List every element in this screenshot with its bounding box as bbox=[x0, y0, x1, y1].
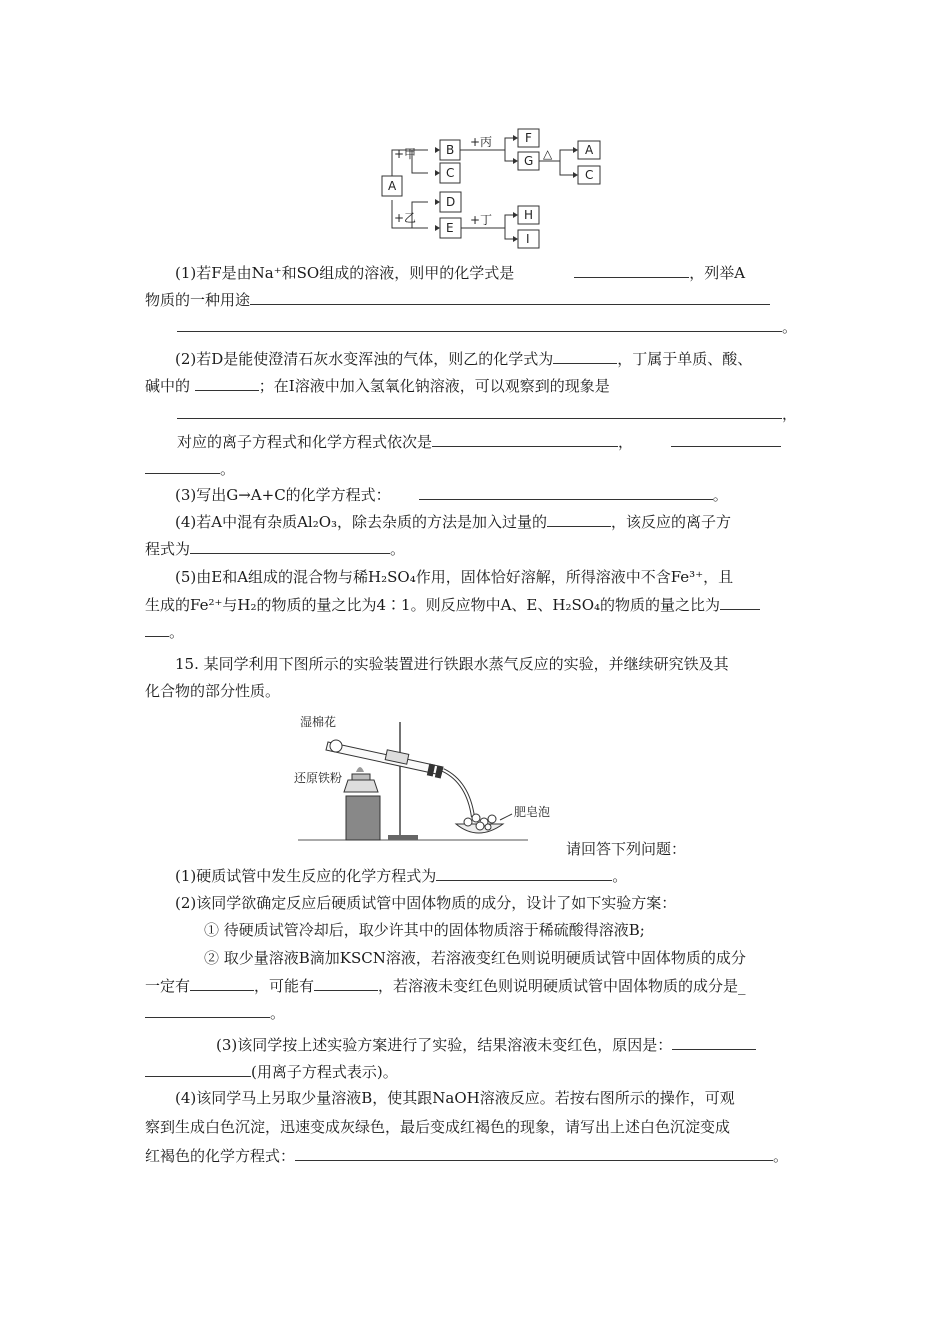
node-a2 bbox=[578, 141, 600, 159]
answer-blank[interactable] bbox=[436, 865, 612, 881]
reaction-flow-diagram bbox=[380, 128, 610, 250]
q15-part1: (1)硬质试管中发生反应的化学方程式为 。 bbox=[175, 867, 628, 885]
node-g bbox=[518, 152, 539, 170]
q14-part2-line2: 碱中的 ；在I溶液中加入氢氧化钠溶液，可以观察到的现象是 bbox=[145, 377, 610, 395]
node-c2 bbox=[578, 166, 600, 184]
svg-text:D: D bbox=[446, 195, 456, 209]
q14-part2-line3: ， bbox=[177, 403, 797, 425]
q14-part2-line5: 。 bbox=[145, 458, 235, 480]
q14-part5-line3: 。 bbox=[145, 621, 184, 643]
svg-text:A: A bbox=[388, 179, 397, 193]
answer-blank[interactable] bbox=[190, 538, 390, 554]
answer-blank[interactable] bbox=[145, 458, 220, 474]
svg-text:F: F bbox=[525, 131, 532, 145]
node-i bbox=[518, 230, 539, 248]
reagent-bing: +丙 bbox=[470, 135, 493, 149]
node-b bbox=[440, 140, 460, 160]
q14-part2-line4: 对应的离子方程式和化学方程式依次是 ， bbox=[177, 431, 781, 453]
answer-blank[interactable] bbox=[145, 621, 169, 637]
svg-text:G: G bbox=[524, 154, 534, 168]
node-d bbox=[440, 192, 461, 212]
svg-text:E: E bbox=[446, 221, 454, 235]
answer-blank[interactable] bbox=[672, 1034, 756, 1050]
label-wet-cotton: 湿棉花 bbox=[300, 715, 337, 729]
svg-text:I: I bbox=[526, 232, 530, 246]
label-soap-bubbles: 肥皂泡 bbox=[514, 805, 551, 819]
answer-blank[interactable] bbox=[419, 484, 713, 500]
q14-part1-line1: (1)若F是由Na⁺和SO组成的溶液，则甲的化学式是 ，列举A bbox=[175, 264, 746, 282]
q15-part2-line4: 一定有 ，可能有 ，若溶液未变红色则说明硬质试管中固体物质的成分是_ bbox=[145, 977, 746, 995]
label-iron-powder: 还原铁粉 bbox=[294, 771, 343, 785]
answer-blank[interactable] bbox=[553, 348, 617, 364]
svg-text:C: C bbox=[585, 168, 594, 182]
q15-part3-line1: (3)该同学按上述实验方案进行了实验，结果溶液未变红色，原因是： bbox=[216, 1034, 756, 1056]
node-h bbox=[518, 206, 539, 224]
q14-part5-line1: (5)由E和A组成的混合物与稀H₂SO₄作用，固体恰好溶解，所得溶液中不含Fe³⁺，且 bbox=[175, 568, 734, 586]
q15-part2-line5: 。 bbox=[145, 1002, 285, 1024]
answer-blank[interactable] bbox=[190, 975, 254, 991]
q15-part4-line1: (4)该同学马上另取少量溶液B，使其跟NaOH溶液反应。若按右图所示的操作，可观 bbox=[175, 1089, 735, 1107]
q14-part5-line2: 生成的Fe²⁺与H₂的物质的量之比为4∶1。则反应物中A、E、H₂SO₄的物质的量之比为 bbox=[145, 594, 760, 616]
answer-blank[interactable] bbox=[295, 1145, 773, 1161]
answer-blank[interactable] bbox=[177, 316, 782, 332]
q15-part4-line3: 红褐色的化学方程式： 。 bbox=[145, 1147, 789, 1165]
reagent-jia: +甲 bbox=[394, 147, 417, 161]
q14-part1-line2: 物质的一种用途 bbox=[145, 289, 770, 311]
node-a bbox=[382, 176, 402, 196]
q14-part1-line3: 。 bbox=[177, 316, 797, 338]
q15-part4-line2: 察到生成白色沉淀，迅速变成灰绿色，最后变成红褐色的现象，请写出上述白色沉淀变成 bbox=[145, 1118, 731, 1136]
svg-text:B: B bbox=[446, 143, 455, 157]
answer-blank[interactable] bbox=[145, 1002, 270, 1018]
answer-blank[interactable] bbox=[314, 975, 378, 991]
heat-symbol: △ bbox=[543, 147, 553, 161]
answer-blank[interactable] bbox=[177, 403, 782, 419]
answer-blank[interactable] bbox=[574, 262, 689, 278]
q15-part2-step2: ② 取少量溶液B滴加KSCN溶液，若溶液变红色则说明硬质试管中固体物质的成分 bbox=[204, 949, 746, 967]
q14-part4-line2: 程式为 。 bbox=[145, 540, 406, 558]
q15-intro-line2: 化合物的部分性质。 bbox=[145, 682, 281, 700]
q15-part2-line1: (2)该同学欲确定反应后硬质试管中固体物质的成分，设计了如下实验方案： bbox=[175, 894, 677, 912]
node-f bbox=[518, 129, 539, 147]
reagent-ding: +丁 bbox=[470, 213, 493, 227]
q15-please-answer: 请回答下列问题： bbox=[566, 840, 687, 858]
answer-blank[interactable] bbox=[547, 511, 611, 527]
answer-blank[interactable] bbox=[250, 289, 770, 305]
reagent-yi: +乙 bbox=[394, 211, 417, 225]
svg-text:A: A bbox=[585, 143, 594, 157]
q15-part2-step1: ① 待硬质试管冷却后，取少许其中的固体物质溶于稀硫酸得溶液B; bbox=[204, 921, 645, 939]
q14-part2-line1: (2)若D是能使澄清石灰水变浑浊的气体，则乙的化学式为 ，丁属于单质、酸、 bbox=[175, 350, 753, 368]
answer-blank[interactable] bbox=[671, 431, 781, 447]
q15-intro-line1: 15. 某同学利用下图所示的实验装置进行铁跟水蒸气反应的实验，并继续研究铁及其 bbox=[175, 655, 729, 673]
svg-text:C: C bbox=[446, 166, 455, 180]
q14-part3: (3)写出G→A+C的化学方程式： 。 bbox=[175, 486, 728, 504]
apparatus-figure bbox=[288, 712, 551, 842]
answer-blank[interactable] bbox=[145, 1061, 251, 1077]
node-e bbox=[440, 218, 461, 238]
answer-blank[interactable] bbox=[720, 594, 760, 610]
answer-blank[interactable] bbox=[432, 431, 618, 447]
q15-part3-line2: (用离子方程式表示)。 bbox=[145, 1061, 398, 1083]
svg-text:H: H bbox=[524, 208, 534, 222]
q14-part4-line1: (4)若A中混有杂质Al₂O₃，除去杂质的方法是加入过量的 ，该反应的离子方 bbox=[175, 513, 732, 531]
node-c bbox=[440, 163, 460, 183]
answer-blank[interactable] bbox=[195, 375, 259, 391]
